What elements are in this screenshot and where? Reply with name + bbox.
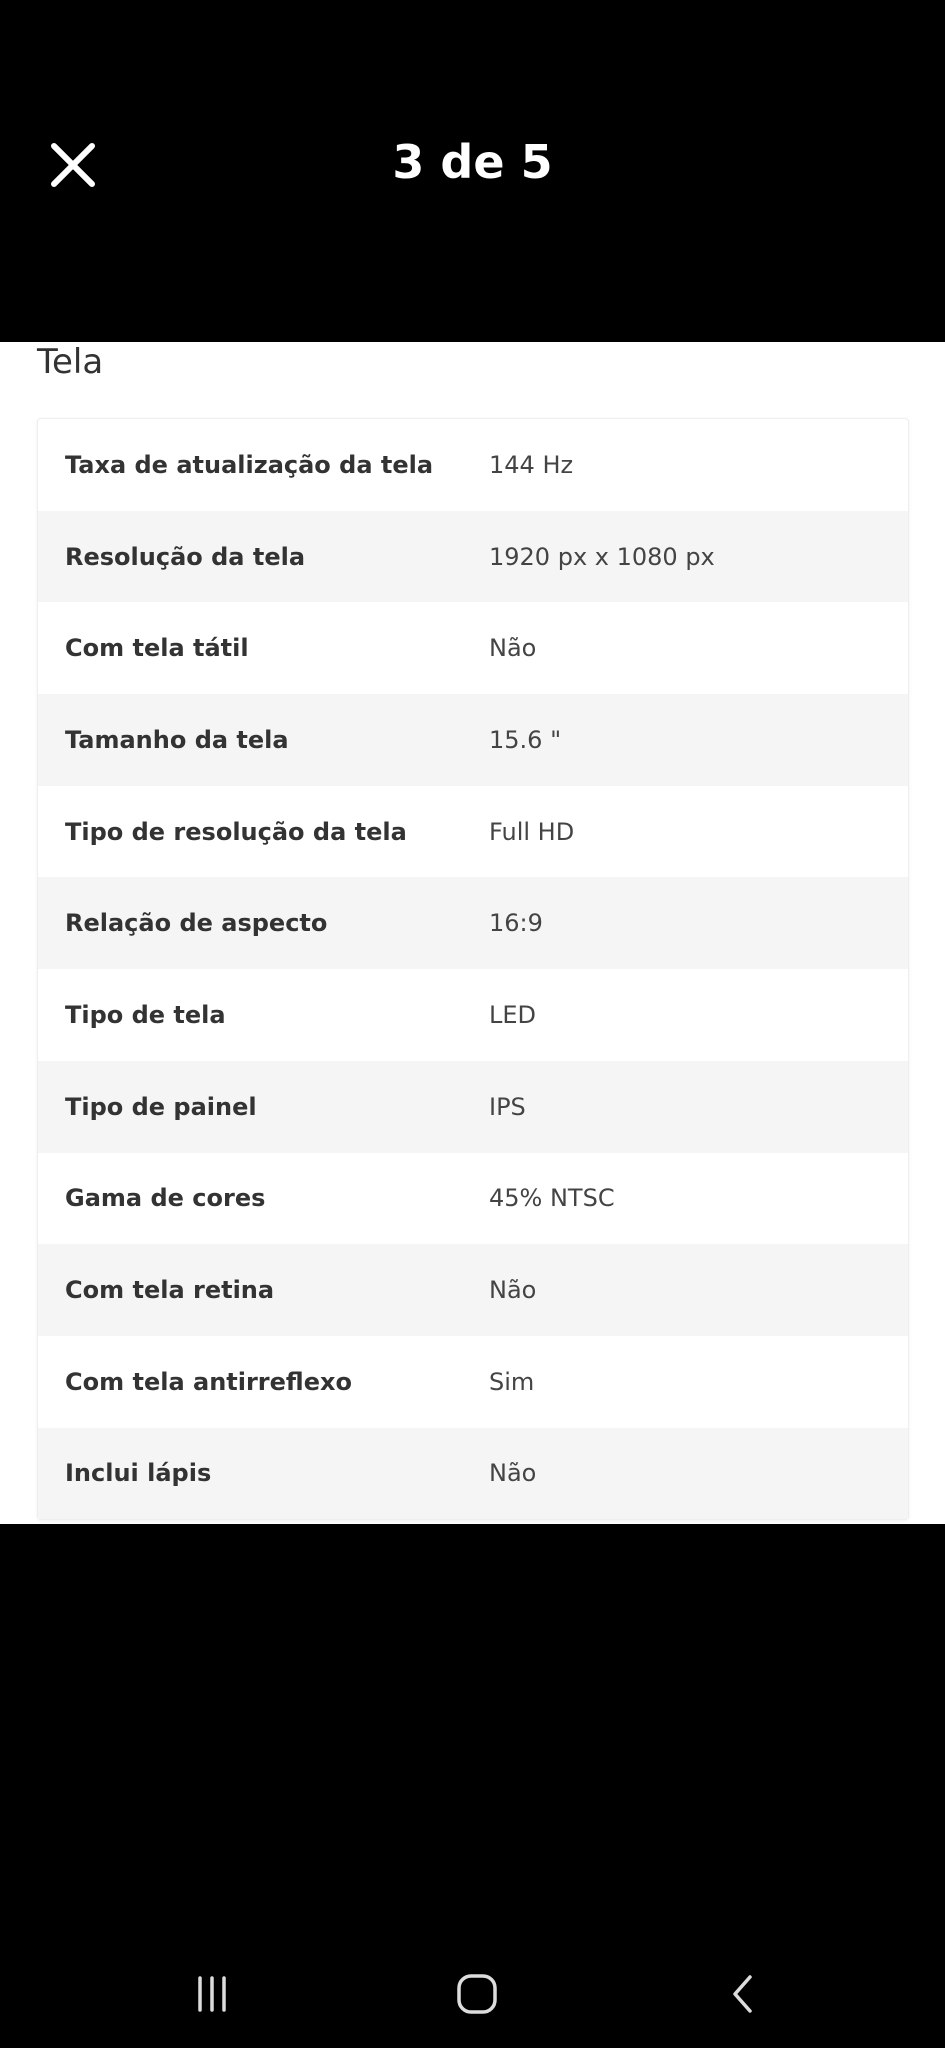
spec-row [38,1061,908,1153]
spec-value: 144 Hz [489,450,574,479]
spec-label: Tipo de tela [65,1000,226,1029]
spec-value: Sim [489,1367,535,1396]
section-title: Tela [37,342,104,382]
spec-row [38,602,908,694]
spec-row [38,969,908,1061]
spec-value: LED [489,1000,537,1029]
home-icon [456,1973,498,2015]
spec-label: Com tela tátil [65,634,249,663]
spec-row [38,1428,908,1520]
spec-label: Relação de aspecto [65,909,328,938]
spec-label: Com tela antirreflexo [65,1367,352,1396]
spec-row [38,877,908,969]
back-icon [723,1974,763,2014]
spec-label: Taxa de atualização da tela [65,450,434,479]
spec-value: Não [489,634,537,663]
spec-value: IPS [489,1092,526,1121]
image-counter: 3 de 5 [392,135,553,189]
recent-apps-button[interactable] [152,1940,272,2048]
system-navigation-bar [0,1940,945,2048]
spec-value: Não [489,1459,537,1488]
spec-table [37,418,909,1520]
spec-value: Não [489,1276,537,1305]
viewer-header [0,0,945,342]
spec-value: 45% NTSC [489,1184,615,1213]
spec-row [38,786,908,878]
spec-label: Resolução da tela [65,542,306,571]
spec-label: Inclui lápis [65,1459,212,1488]
spec-row [38,1153,908,1245]
spec-label: Gama de cores [65,1184,266,1213]
spec-row [38,419,908,511]
spec-value: 15.6 " [489,725,562,754]
recent-apps-icon [192,1974,232,2014]
spec-value: Full HD [489,817,575,846]
spec-label: Tipo de painel [65,1092,257,1121]
spec-image[interactable] [0,342,945,1524]
spec-label: Com tela retina [65,1276,275,1305]
spec-label: Tamanho da tela [65,725,289,754]
spec-label: Tipo de resolução da tela [65,817,407,846]
back-button[interactable] [683,1940,803,2048]
spec-row [38,694,908,786]
spec-value: 1920 px x 1080 px [489,542,715,571]
spec-value: 16:9 [489,909,543,938]
spec-row [38,1244,908,1336]
spec-row [38,511,908,603]
home-button[interactable] [417,1940,537,2048]
spec-row [38,1336,908,1428]
